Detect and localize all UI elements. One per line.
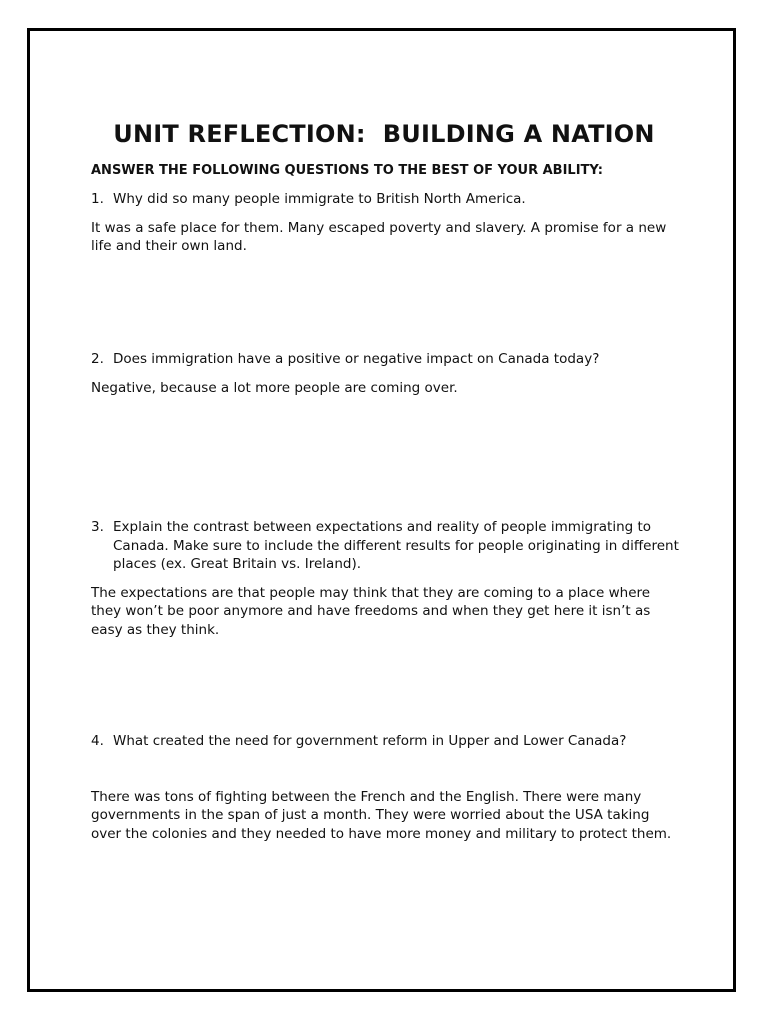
question-block-2 — [91, 350, 681, 397]
answer-1: It was a safe place for them. Many escaped poverty and slavery. A promise for a new life and their own land. — [91, 219, 667, 254]
question-text: Explain the contrast between expectations and reality of people immigrating to Canada. Make sure to include the different results for people originating in different places (ex. Great Britain vs. Ireland). — [113, 519, 679, 572]
question-1 — [91, 190, 681, 209]
question-number: 3. — [91, 519, 104, 535]
question-4 — [91, 732, 681, 751]
question-text: What created the need for government reform in Upper and Lower Canada? — [113, 733, 627, 749]
question-2 — [91, 350, 681, 369]
question-3 — [91, 518, 681, 574]
page-title: UNIT REFLECTION: BUILDING A NATION — [113, 120, 655, 148]
answer-2: Negative, because a lot more people are coming over. — [91, 379, 458, 396]
question-block-4 — [91, 732, 681, 843]
question-block-3 — [91, 518, 681, 639]
question-text: Does immigration have a positive or negative impact on Canada today? — [113, 351, 600, 367]
question-number: 2. — [91, 351, 104, 367]
question-number: 1. — [91, 191, 104, 207]
answer-4: There was tons of fighting between the French and the English. There were many governments in the span of just a month. They were worried about the USA taking over the colonies and they needed to have more money and military to protect them. — [91, 788, 672, 842]
question-number: 4. — [91, 733, 104, 749]
question-text: Why did so many people immigrate to British North America. — [113, 191, 526, 207]
answer-3: The expectations are that people may think that they are coming to a place where they won’t be poor anymore and have freedoms and when they get here it isn’t as easy as they think. — [91, 584, 651, 638]
instructions-heading: ANSWER THE FOLLOWING QUESTIONS TO THE BEST OF YOUR ABILITY: — [91, 163, 603, 178]
question-block-1 — [91, 190, 681, 256]
